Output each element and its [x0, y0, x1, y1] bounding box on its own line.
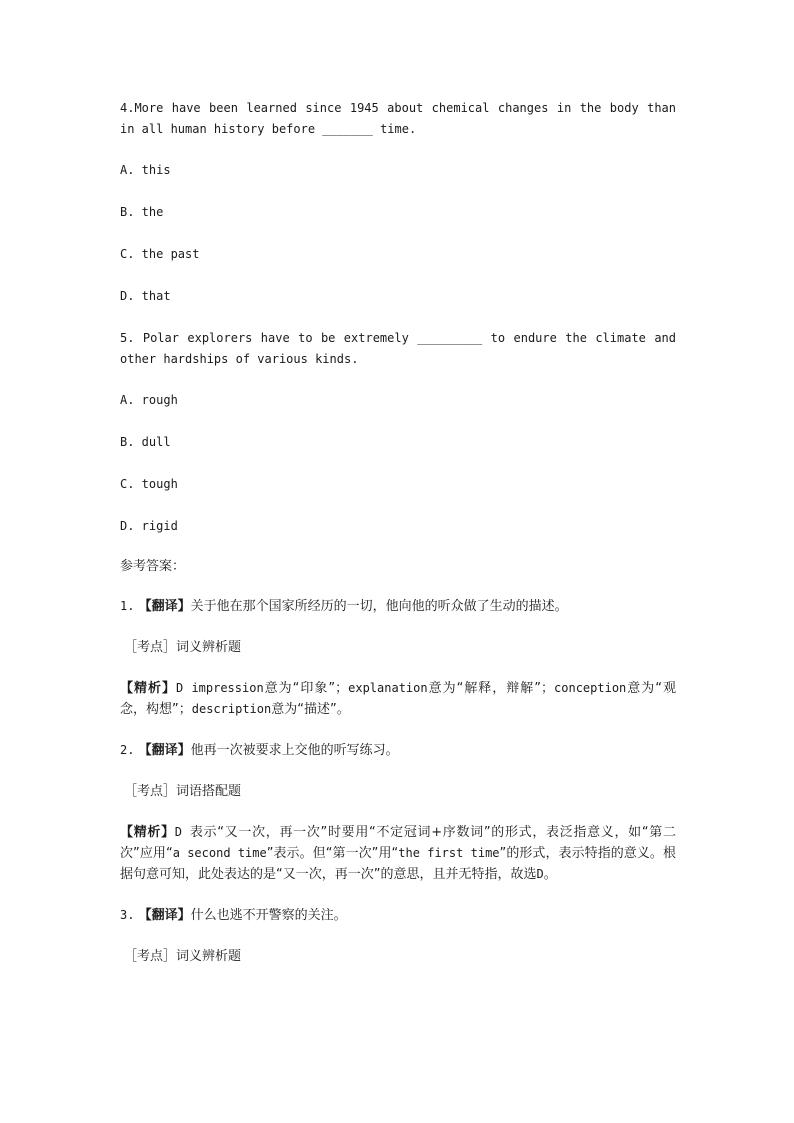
question-stem: 4.More have been learned since 1945 about chemical changes in the body than in all human history before _______ time.: [120, 101, 676, 136]
question-stem: 5. Polar explorers have to be extremely _________ to endure the climate and other hardships of various kinds.: [120, 331, 676, 366]
analysis-part: D: [175, 681, 192, 695]
answer-3: [120, 905, 676, 967]
analysis-tag: 【精析】: [120, 681, 176, 696]
option-c: C. tough: [120, 477, 178, 491]
option-a: A. rough: [120, 393, 178, 407]
option-b: B. dull: [120, 435, 171, 449]
option-d: D. rigid: [120, 519, 178, 533]
answer-translation: [120, 905, 676, 926]
analysis-tag: 【精析】: [120, 825, 175, 840]
document-page: [120, 98, 676, 987]
answer-number: 2.: [120, 743, 135, 757]
analysis-part: ”表示。但“第一次”用“: [266, 846, 399, 861]
option-a: A. this: [120, 163, 171, 177]
translation-text: 什么也逃不开警察的关注。: [190, 908, 347, 923]
analysis-part: impression: [191, 681, 264, 695]
analysis-part: 。: [543, 867, 557, 882]
analysis-part: description: [191, 702, 272, 716]
kaodian-line: ［考点］词义辨析题: [124, 949, 242, 964]
analysis-part: a second time: [172, 846, 267, 860]
option-d: D. that: [120, 289, 171, 303]
answers-heading: 参考答案：: [120, 559, 186, 574]
analysis-part: ”的形式，表示特指的意义。根据句意可知，此处表达的是“又一次，再一次”的意思，且并无特指，故选: [120, 846, 676, 882]
kaodian-line: ［考点］词义辨析题: [124, 640, 242, 655]
translation-text: 他再一次被要求上交他的听写练习。: [190, 743, 399, 758]
kaodian-line: ［考点］词语搭配题: [124, 784, 242, 799]
analysis-paragraph: [120, 822, 676, 885]
answer-1: [120, 596, 676, 720]
analysis-part: conception: [554, 681, 627, 695]
translation-tag: 【翻译】: [138, 908, 191, 923]
translation-tag: 【翻译】: [138, 599, 191, 614]
analysis-part: 意为“观念，构想”；: [120, 681, 676, 717]
analysis-part: D: [536, 867, 544, 881]
question-4: [120, 98, 676, 307]
analysis-part: D: [174, 825, 190, 839]
analysis-part: 意为“描述”。: [271, 702, 350, 717]
question-5: [120, 328, 676, 537]
option-c: C. the past: [120, 247, 200, 261]
analysis-part: explanation: [348, 681, 428, 695]
analysis-paragraph: [120, 678, 676, 720]
analysis-part: 表示“又一次，再一次”时要用“不定冠词+序数词”的形式，表泛指意义，如“第二次”应用“: [120, 825, 676, 861]
answer-translation: [120, 596, 676, 617]
translation-text: 关于他在那个国家所经历的一切，他向他的听众做了生动的描述。: [190, 599, 568, 614]
analysis-part: 意为“印象”；: [263, 681, 349, 696]
option-b: B. the: [120, 205, 164, 219]
answer-number: 3.: [120, 908, 135, 922]
analysis-part: the first time: [398, 846, 500, 860]
answer-translation: [120, 740, 676, 761]
answer-2: [120, 740, 676, 885]
answer-number: 1.: [120, 599, 135, 613]
translation-tag: 【翻译】: [138, 743, 191, 758]
analysis-part: 意为“解释，辩解”；: [427, 681, 555, 696]
